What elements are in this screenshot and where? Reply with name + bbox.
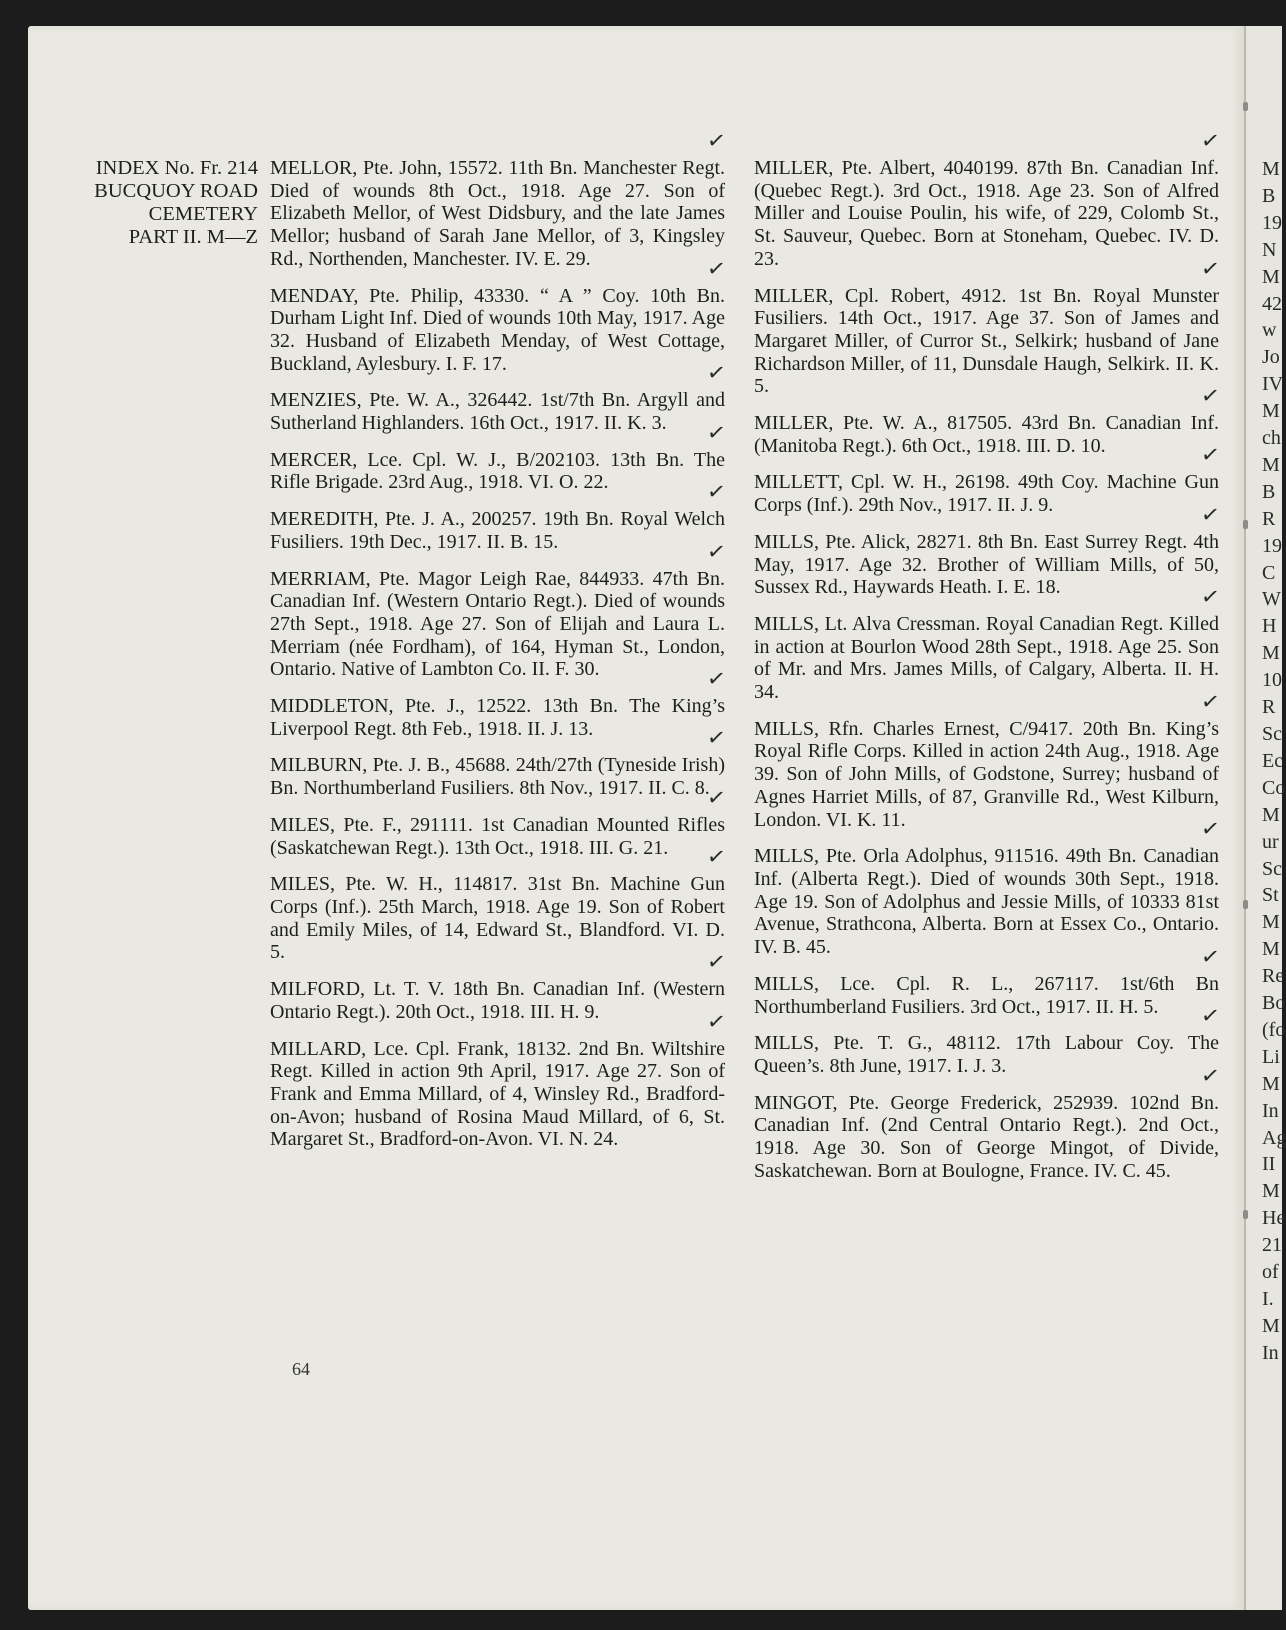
burial-entry: ✓ MILES, Pte. F., 291111. 1st Canadian Mounted Rifles (Saskatchewan Regt.). 13th Oct., 1918. III. G. 21. (270, 784, 727, 859)
burial-entry: ✓ MILBURN, Pte. J. B., 45688. 24th/27th (Tyneside Irish) Bn. Northumberland Fusiliers. 8th Nov., 1917. II. C. 8. (270, 725, 727, 800)
binding-stitch (1243, 1210, 1248, 1219)
burial-entry: ✓ MILFORD, Lt. T. V. 18th Bn. Canadian Inf. (Western Ontario Regt.). 20th Oct., 1918. III. H. 9. (270, 948, 727, 1023)
burial-entry: ✓ MILLER, Pte. Albert, 4040199. 87th Bn. Canadian Inf. (Quebec Regt.). 3rd Oct., 1918. Age 23. Son of Alfred Miller and Louise Poulin, his wife, of 229, Colomb St., St. Sauveur, Quebec. Born at Stoneham, Quebec. IV. D. 23. (754, 127, 1221, 270)
burial-entry: ✓ MERCER, Lce. Cpl. W. J., B/202103. 13th Bn. The Rifle Brigade. 23rd Aug., 1918. VI. O. 22. (270, 419, 727, 494)
next-page-fragment: Co (1262, 776, 1286, 799)
checkmark-icon: ✓ (1199, 255, 1221, 283)
next-page-fragment: of (1262, 1261, 1279, 1284)
checkmark-icon: ✓ (1199, 1003, 1221, 1031)
next-page-fragment: Re (1262, 965, 1285, 988)
checkmark-icon: ✓ (705, 844, 727, 872)
checkmark-icon: ✓ (705, 360, 727, 388)
left-column (270, 127, 727, 1165)
burial-entry: ✓ MENZIES, Pte. W. A., 326442. 1st/7th Bn. Argyll and Sutherland Highlanders. 16th Oct., 1917. II. K. 3. (270, 360, 727, 435)
next-page-fragment: Li (1262, 1045, 1280, 1068)
next-page-fragment: (fo (1262, 1018, 1286, 1041)
next-page-fragment: 42 (1262, 292, 1282, 315)
next-page-fragment: w (1262, 319, 1277, 342)
checkmark-icon: ✓ (1199, 1062, 1221, 1090)
cemetery-name-line1: BUCQUOY ROAD (94, 180, 258, 202)
cemetery-header (60, 157, 258, 249)
next-page-fragment: In (1262, 1099, 1279, 1122)
burial-entry: ✓ MILLS, Pte. Alick, 28271. 8th Bn. East Surrey Regt. 4th May, 1917. Age 32. Brother of William Mills, of 50, Sussex Rd., Haywards Heath. I. E. 18. (754, 501, 1221, 599)
burial-entry: ✓ MILLS, Pte. T. G., 48112. 17th Labour Coy. The Queen’s. 8th June, 1917. I. J. 3. (754, 1003, 1221, 1077)
next-page-fragment: He (1262, 1207, 1286, 1230)
next-page-fragment: M (1262, 938, 1280, 961)
checkmark-icon: ✓ (1199, 127, 1221, 156)
checkmark-icon: ✓ (705, 538, 727, 566)
next-page-fragment: M (1262, 803, 1280, 826)
burial-entry: ✓ MILLS, Rfn. Charles Ernest, C/9417. 20th Bn. King’s Royal Rifle Corps. Killed in action 24th Aug., 1918. Age 39. Son of John Mills, of Godstone, Surrey; husband of Agnes Harriet Mills, of 87, Granville Rd., West Kilburn, London. VI. K. 11. (754, 688, 1221, 831)
next-page-fragment: II (1262, 1153, 1276, 1176)
next-page-fragment: M (1262, 400, 1280, 423)
burial-entry: ✓ MILLER, Pte. W. A., 817505. 43rd Bn. Canadian Inf. (Manitoba Regt.). 6th Oct., 1918. III. D. 10. (754, 382, 1221, 457)
next-page-fragment: Sc (1262, 857, 1282, 880)
next-page-fragment: Bo (1262, 992, 1286, 1015)
burial-entry: ✓ MILLETT, Cpl. W. H., 26198. 49th Coy. Machine Gun Corps (Inf.). 29th Nov., 1917. II. J. 9. (754, 442, 1221, 517)
checkmark-icon: ✓ (1199, 501, 1221, 530)
next-page-fragment: B (1262, 184, 1276, 207)
burial-entry: ✓ MENDAY, Pte. Philip, 43330. “ A ” Coy. 10th Bn. Durham Light Inf. Died of wounds 10th May, 1917. Age 32. Husband of Elizabeth Menday, of West Cottage, Buckland, Aylesbury. I. F. 17. (270, 255, 727, 375)
next-page-fragment: I. (1262, 1287, 1274, 1310)
checkmark-icon: ✓ (705, 127, 727, 156)
next-page-fragment: C (1262, 561, 1276, 584)
binding-stitch (1243, 102, 1248, 111)
next-page-fragment: W (1262, 588, 1281, 611)
next-page-fragment: M (1262, 1314, 1280, 1337)
burial-entry: ✓ MILES, Pte. W. H., 114817. 31st Bn. Machine Gun Corps (Inf.). 25th March, 1918. Age 19. Son of Robert and Emily Miles, of 14, Edward St., Blandford. VI. D. 5. (270, 844, 727, 964)
next-page-fragment: 21 (1262, 1234, 1282, 1257)
burial-entry: ✓ MILLS, Pte. Orla Adolphus, 911516. 49th Bn. Canadian Inf. (Alberta Regt.). Died of wounds 30th Sept., 1918. Age 19. Son of Adolphus and Jessie Mills, of 10333 81st Avenue, Strathcona, Alberta. Born at Essex Co., Ontario. IV. B. 45. (754, 816, 1221, 959)
checkmark-icon: ✓ (1199, 943, 1221, 971)
next-page-fragment: B (1262, 480, 1276, 503)
checkmark-icon: ✓ (705, 419, 727, 447)
next-page-fragment: St (1262, 884, 1279, 907)
next-page-fragment: 19 (1262, 534, 1282, 557)
burial-entry: ✓ MILLS, Lt. Alva Cressman. Royal Canadian Regt. Killed in action at Bourlon Wood 28th Sept., 1918. Age 25. Son of Mr. and Mrs. James Mills, of Calgary, Alberta. II. H. 34. (754, 583, 1221, 704)
burial-entry: ✓ MELLOR, Pte. John, 15572. 11th Bn. Manchester Regt. Died of wounds 8th Oct., 1918. Age 27. Son of Elizabeth Mellor, of West Didsbury, and the late James Mellor; husband of Sarah Jane Mellor, of 3, Kingsley Rd., Northenden, Manchester. IV. E. 29. (270, 127, 727, 270)
next-page-fragment: M (1262, 1072, 1280, 1095)
next-page-fragment: M (1262, 1180, 1280, 1203)
next-page-fragment: M (1262, 642, 1280, 665)
burial-entry: ✓ MILLER, Cpl. Robert, 4912. 1st Bn. Royal Munster Fusiliers. 14th Oct., 1917. Age 37. Son of James and Margaret Miller, of Curror St., Selkirk; husband of Jane Richardson Miller, of 11, Dunsdale Haugh, Selkirk. II. K. 5. (754, 255, 1221, 398)
binding-stitch (1243, 520, 1248, 529)
binding-stitch (1243, 900, 1248, 909)
next-page-fragment: In (1262, 1341, 1279, 1364)
burial-entry: ✓ MILLS, Lce. Cpl. R. L., 267117. 1st/6th Bn Northumberland Fusiliers. 3rd Oct., 1917. II. H. 5. (754, 943, 1221, 1018)
burial-entry: ✓ MERRIAM, Pte. Magor Leigh Rae, 844933. 47th Bn. Canadian Inf. (Western Ontario Regt.). Died of wounds 27th Sept., 1918. Age 27. Son of Elijah and Laura L. Merriam (née Fordham), of 164, Hyman St., London, Ontario. Native of Lambton Co. II. F. 30. (270, 538, 727, 681)
checkmark-icon: ✓ (1199, 816, 1221, 844)
checkmark-icon: ✓ (705, 478, 727, 507)
checkmark-icon: ✓ (1199, 583, 1221, 612)
next-page-fragment: M (1262, 911, 1280, 934)
checkmark-icon: ✓ (1199, 382, 1221, 411)
right-column (754, 127, 1221, 1196)
next-page-fragment: Ec (1262, 749, 1284, 772)
burial-entry: ✓ MEREDITH, Pte. J. A., 200257. 19th Bn. Royal Welch Fusiliers. 19th Dec., 1917. II. B. 15. (270, 478, 727, 553)
burial-entry: ✓ MILLARD, Lce. Cpl. Frank, 18132. 2nd Bn. Wiltshire Regt. Killed in action 9th April, 1917. Age 27. Son of Frank and Emma Millard, of 4, Winsley Rd., Bradford-on-Avon; husband of Rosina Maud Millard, of 6, St. Margaret St., Bradford-on-Avon. VI. N. 24. (270, 1008, 727, 1151)
checkmark-icon: ✓ (705, 784, 727, 813)
burial-entry: ✓ MINGOT, Pte. George Frederick, 252939. 102nd Bn. Canadian Inf. (2nd Central Ontario Regt.). 2nd Oct., 1918. Age 30. Son of George Mingot, of Divide, Saskatchewan. Born at Boulogne, France. IV. C. 45. (754, 1062, 1221, 1182)
checkmark-icon: ✓ (705, 725, 727, 753)
checkmark-icon: ✓ (705, 255, 727, 283)
next-page-fragment: 19 (1262, 211, 1282, 234)
checkmark-icon: ✓ (1199, 442, 1221, 470)
next-page-fragment: M (1262, 453, 1280, 476)
checkmark-icon: ✓ (1199, 688, 1221, 716)
next-page-fragment: Jo (1262, 346, 1280, 369)
checkmark-icon: ✓ (705, 665, 727, 694)
next-page-fragment: ur (1262, 830, 1279, 853)
next-page-fragment: M (1262, 265, 1280, 288)
checkmark-icon: ✓ (705, 948, 727, 977)
checkmark-icon: ✓ (705, 1008, 727, 1036)
next-page-fragment: IV (1262, 373, 1284, 396)
next-page-fragment: R (1262, 507, 1276, 530)
page-number: 64 (292, 1359, 310, 1379)
next-page-fragment: 10 (1262, 669, 1282, 692)
burial-entry: ✓ MIDDLETON, Pte. J., 12522. 13th Bn. The King’s Liverpool Regt. 8th Feb., 1918. II. J. 13. (270, 665, 727, 740)
next-page-fragment: N (1262, 238, 1277, 261)
cemetery-name-line2: CEMETERY (148, 203, 258, 225)
part-label: PART II. M—Z (128, 226, 258, 248)
next-page-fragment: R (1262, 696, 1276, 719)
next-page-fragment: Sc (1262, 722, 1282, 745)
index-number: INDEX No. Fr. 214 (95, 157, 258, 179)
next-page-fragment: ch (1262, 427, 1281, 450)
next-page-fragment: H (1262, 615, 1277, 638)
next-page-fragment: Ag (1262, 1126, 1286, 1149)
next-page-fragment: M (1262, 158, 1280, 180)
